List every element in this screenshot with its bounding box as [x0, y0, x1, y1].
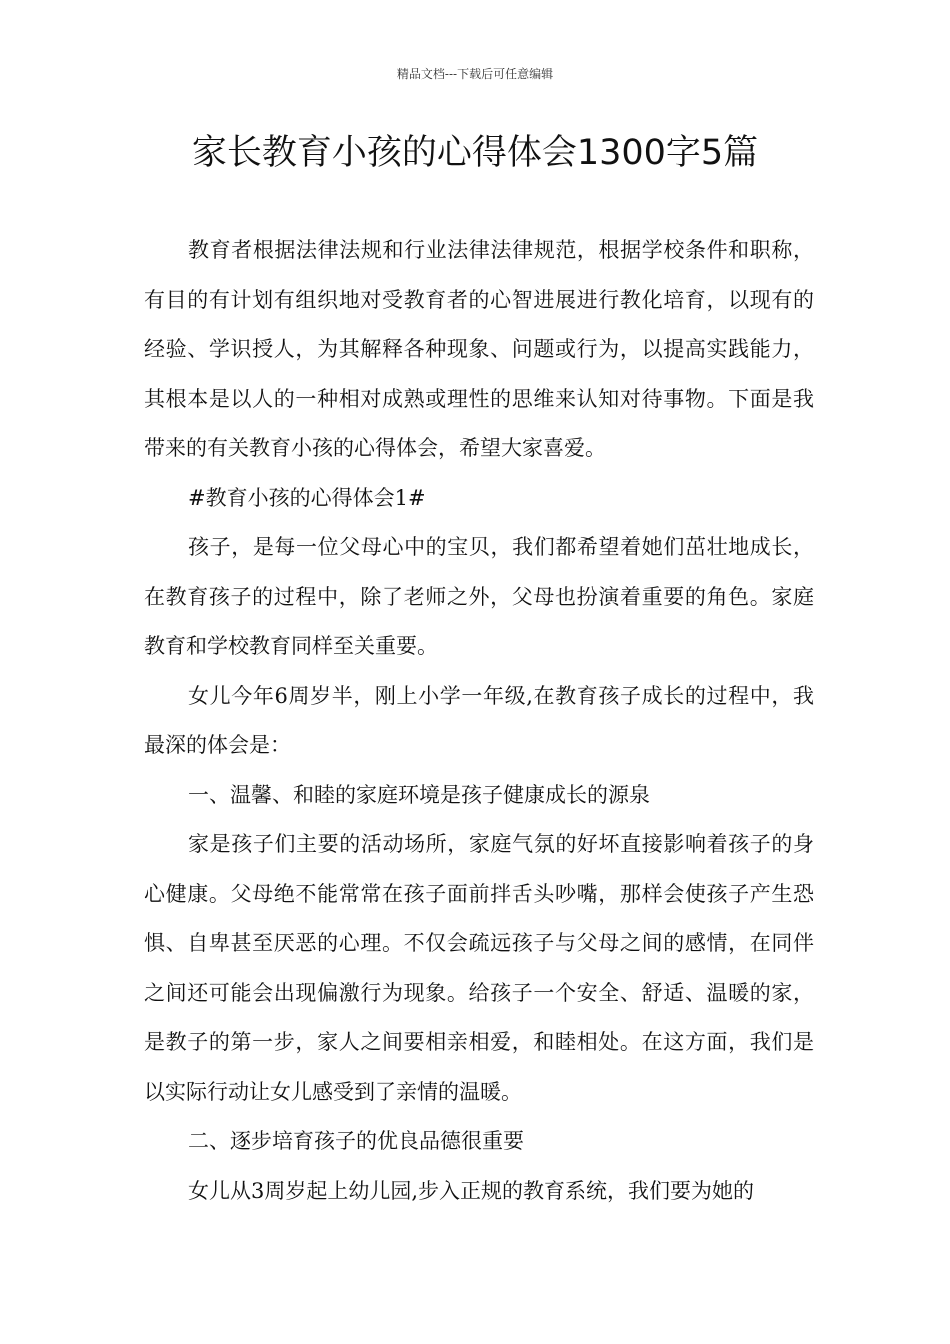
- subheading-1: 一、温馨、和睦的家庭环境是孩子健康成长的源泉: [188, 782, 650, 807]
- paragraph-intro: 教育者根据法律法规和行业法律法律规范，根据学校条件和职称，有目的有计划有组织地对受教育者的心智进展进行教化培育，以现有的经验、学识授人，为其解释各种现象、问题或行为，以提高实践能力，其根本是以人的一种相对成熟或理性的思维来认知对待事物。下面是我带来的有关教育小孩的心得体会，希望大家喜爱。: [144, 238, 814, 460]
- paragraph: 家是孩子们主要的活动场所，家庭气氛的好坏直接影响着孩子的身心健康。父母绝不能常常在孩子面前拌舌头吵嘴，那样会使孩子产生恐惧、自卑甚至厌恶的心理。不仅会疏远孩子与父母之间的感情，在同伴之间还可能会出现偏激行为现象。给孩子一个安全、舒适、温暖的家，是教子的第一步，家人之间要相亲相爱，和睦相处。在这方面，我们是以实际行动让女儿感受到了亲情的温暖。: [144, 832, 814, 1104]
- paragraph: 女儿从3周岁起上幼儿园,步入正规的教育系统，我们要为她的: [188, 1178, 755, 1203]
- header-note: 精品文档---下载后可任意编辑: [396, 67, 554, 81]
- paragraph: 孩子，是每一位父母心中的宝贝，我们都希望着她们茁壮地成长，在教育孩子的过程中，除了老师之外，父母也扮演着重要的角色。家庭教育和学校教育同样至关重要。: [144, 535, 814, 658]
- document-title: 家长教育小孩的心得体会1300字5篇: [191, 133, 759, 173]
- document-body: [144, 226, 814, 1216]
- paragraph: 女儿今年6周岁半，刚上小学一年级,在教育孩子成长的过程中，我最深的体会是：: [144, 683, 814, 757]
- section-heading-1: #教育小孩的心得体会1#: [188, 485, 426, 510]
- subheading-2: 二、逐步培育孩子的优良品德很重要: [188, 1129, 524, 1153]
